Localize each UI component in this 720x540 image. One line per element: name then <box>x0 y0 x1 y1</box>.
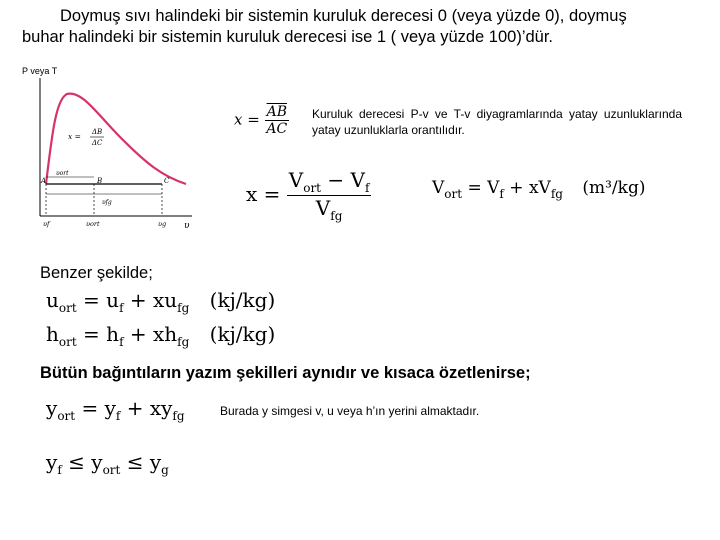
eq-u-t2: xu <box>153 288 178 312</box>
eq-x-denominator <box>316 196 343 223</box>
tick-vg: υg <box>158 220 167 228</box>
eq-vort-t2-sub: fg <box>550 187 563 201</box>
eq-u-unit: (kj/kg) <box>209 288 276 312</box>
eq-u-t2-sub: fg <box>177 301 190 315</box>
eq-x-minus: − <box>327 168 345 192</box>
eq-u-plus: + <box>129 288 147 312</box>
eq-h-unit: (kj/kg) <box>209 322 276 346</box>
inset-x-label: x = <box>68 132 81 141</box>
vort-span-label: υort <box>56 170 69 177</box>
intro-line-2: buhar halindeki bir sistemin kuruluk derecesi ise 1 ( veya yüzde 100)’dür. <box>22 28 554 46</box>
inset-den: ΔC <box>92 139 103 147</box>
pv-diagram <box>22 64 200 234</box>
eq-h-t2: xh <box>153 322 178 346</box>
inset-num: ΔB <box>92 128 103 136</box>
formula-x-num: $\overline{AB}$ <box>266 104 287 120</box>
point-c-label: C <box>164 177 170 185</box>
eq-h-lhs-sub: ort <box>58 335 77 349</box>
eq-vort-lhs-sub: ort <box>444 187 463 201</box>
eq-x-num2-v: V <box>350 168 365 192</box>
eq-y-lhs: y <box>46 396 58 420</box>
formula-x-ab-ac <box>234 104 289 137</box>
eq-x-num-v: V <box>288 168 304 192</box>
eq-h-plus: + <box>129 322 147 346</box>
eq-u-lhs-sub: ort <box>58 301 77 315</box>
ineq-c-sub: g <box>161 463 169 477</box>
eq-h-t1-sub: f <box>119 335 124 349</box>
eq-x-den-sub: fg <box>330 209 343 223</box>
ineq-a: y <box>46 450 58 474</box>
y-symbol-note: Burada y simgesi v, u veya h’ın yerini almaktadır. <box>220 404 480 418</box>
ineq-a-sub: f <box>57 463 62 477</box>
eq-y-plus: + <box>126 396 144 420</box>
eq-vort <box>432 178 645 201</box>
eq-x-volume <box>246 168 371 223</box>
intro-paragraph <box>22 6 712 48</box>
eq-h-t2-sub: fg <box>177 335 190 349</box>
x-axis-symbol: υ <box>184 221 190 231</box>
eq-vort-t2: xV <box>528 178 551 198</box>
y-axis-label: P veya T <box>22 66 58 76</box>
eq-vort-plus: + <box>509 178 524 198</box>
eq-y-t2: xy <box>149 396 173 420</box>
eq-y-t2-sub: fg <box>172 409 185 423</box>
tick-vf: υf <box>43 220 50 228</box>
eq-x-num-sub: ort <box>303 181 322 195</box>
eq-x-fraction <box>287 168 372 223</box>
eq-u-lhs: u <box>46 288 59 312</box>
eq-x-numerator <box>287 168 372 196</box>
ineq-c: y <box>149 450 162 474</box>
intro-line-1: Doymuş sıvı halindeki bir sistemin kuruluk derecesi 0 (veya yüzde 0), doymuş <box>60 7 627 25</box>
point-a-label: A <box>41 177 47 185</box>
eq-y-t1: y <box>104 396 116 420</box>
ineq-b-sub: ort <box>102 463 121 477</box>
tick-vort: υort <box>86 220 100 228</box>
eq-x-lhs: x <box>246 182 258 206</box>
ineq-b: y <box>91 450 103 474</box>
eq-u <box>46 288 275 315</box>
eq-u-op: = <box>83 288 100 312</box>
eq-vort-unit: (m³/kg) <box>582 178 646 198</box>
point-b-label: B <box>97 177 103 185</box>
ratio-note: Kuruluk derecesi P-v ve T-v diyagramlarında yatay uzunluklarında yatay uzunluklarla orantılıdır. <box>312 107 682 137</box>
eq-h <box>46 322 275 349</box>
eq-h-lhs: h <box>46 322 59 346</box>
eq-h-op: = <box>83 322 100 346</box>
eq-vort-t1-sub: f <box>499 187 504 201</box>
eq-u-t1: u <box>106 288 120 312</box>
eq-x-op: = <box>263 182 281 206</box>
formula-x-lhs: x = <box>234 110 260 129</box>
eq-u-t1-sub: f <box>119 301 124 315</box>
eq-h-t1: h <box>106 322 120 346</box>
summary-heading: Bütün bağıntıların yazım şekilleri aynıdır ve kısaca özetlenirse; <box>40 364 531 382</box>
eq-y-lhs-sub: ort <box>57 409 76 423</box>
eq-vort-t1: V <box>487 178 500 198</box>
ineq-y <box>46 450 169 477</box>
eq-x-den-v: V <box>315 196 331 220</box>
eq-y-op: = <box>81 396 99 420</box>
eq-x-num2-sub: f <box>364 181 370 195</box>
vfg-span-label: υfg <box>102 199 112 206</box>
ineq-le2: ≤ <box>126 450 144 474</box>
formula-x-fraction <box>265 104 289 137</box>
similar-heading: Benzer şekilde; <box>40 264 153 282</box>
eq-y <box>46 396 185 423</box>
formula-x-den: AC <box>266 121 288 137</box>
eq-vort-lhs: V <box>432 178 445 198</box>
eq-vort-op: = <box>467 178 482 198</box>
eq-y-t1-sub: f <box>115 409 121 423</box>
ineq-le1: ≤ <box>68 450 85 474</box>
